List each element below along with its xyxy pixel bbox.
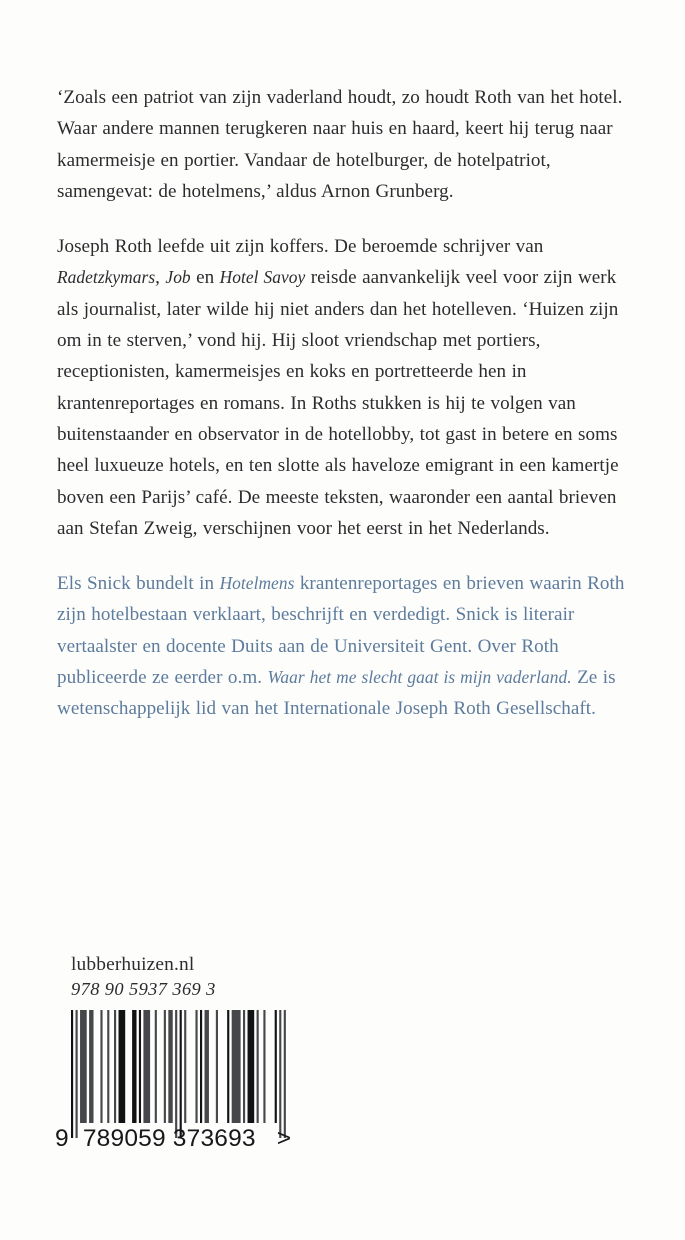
paragraph-editor-note xyxy=(57,568,629,724)
text-run: krantenreportages en brieven waarin Roth zijn hotelbestaan verklaart, beschrijft en verdedigt. Snick is literair vertaalster en docente Duits aan de Universiteit Gent. Over Roth publiceerde ze eerder o.m. xyxy=(57,573,625,689)
imprint-block xyxy=(71,953,331,1002)
barcode-bars xyxy=(71,1010,286,1138)
text-run: , xyxy=(155,267,166,289)
text-run: en xyxy=(190,267,220,289)
text-run: ‘Zoals een patriot van zijn vaderland houdt, zo houdt Roth van het hotel. Waar andere mannen terugkeren naar huis en haard, keert hij terug naar kamermeisje en portier. Vandaar de hotelburger, de hotelpatriot, samengevat: de hotelmens,’ aldus Arnon Grunberg. xyxy=(57,87,623,202)
publisher-website[interactable]: lubberhuizen.nl xyxy=(71,954,195,975)
title-italic: Hotel Savoy xyxy=(219,267,306,288)
paragraph-roth-biography xyxy=(57,231,629,544)
text-run: Joseph Roth leefde uit zijn koffers. De beroemde schrijver van xyxy=(57,236,544,258)
title-italic: Job xyxy=(165,267,191,288)
text-run: Ze is wetenschappelijk lid van het Internationale Joseph Roth Gesellschaft. xyxy=(57,667,616,720)
ean13-barcode xyxy=(71,1010,286,1140)
text-run: reisde aanvankelijk veel voor zijn werk als journalist, later wilde hij niet anders dan het hotelleven. ‘Huizen zijn om in te sterven,’ vond hij. Hij sloot vriendschap met portiers, receptionisten, kamermeisjes en koks en portretteerde hen in krantenreportages en romans. In Roths stukken is hij te volgen van buitenstaander en observator in de hotellobby, tot gast in betere en soms heel luxueuze hotels, en ten slotte als haveloze emigrant in een kamertje boven een Parijs’ café. De meeste teksten, waaronder een aantal brieven aan Stefan Zweig, verschijnen voor het eerst in het Nederlands. xyxy=(57,267,619,539)
title-italic: Radetzkymars xyxy=(57,267,156,288)
text-run: Els Snick bundelt in xyxy=(57,573,220,595)
isbn-number: 978 90 5937 369 3 xyxy=(71,979,216,999)
title-italic: Waar het me slecht gaat is mijn vaderland. xyxy=(267,667,572,688)
barcode-digits: 9 789059 373693 > xyxy=(55,1125,292,1152)
title-italic: Hotelmens xyxy=(219,573,295,594)
blurb-text-block xyxy=(57,82,629,725)
paragraph-quote-grunberg xyxy=(57,82,629,207)
